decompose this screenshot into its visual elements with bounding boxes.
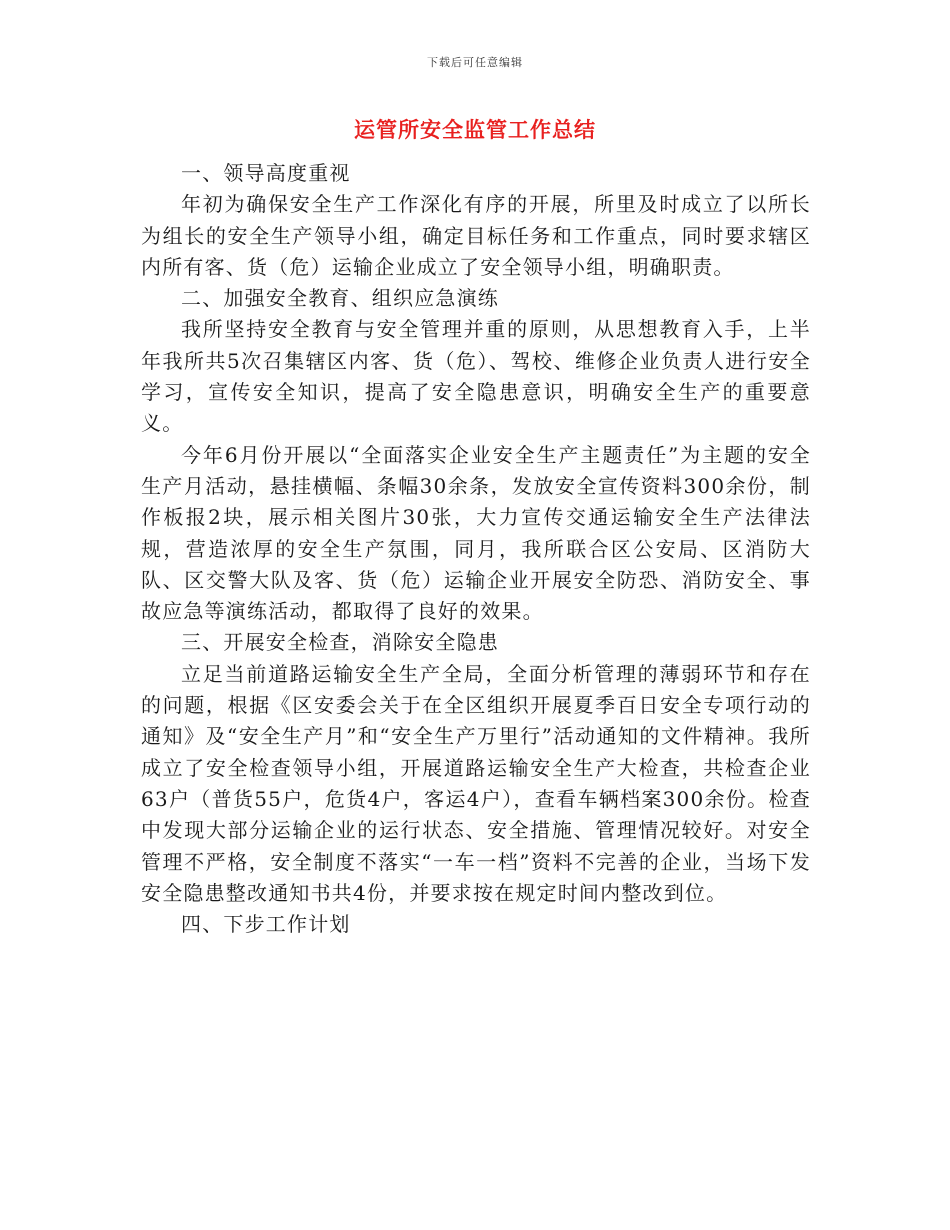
document-title: 运管所安全监管工作总结 [354,117,596,142]
paragraph: 年初为确保安全生产工作深化有序的开展，所里及时成立了以所长为组长的安全生产领导小组，确定目标任务和工作重点，同时要求辖区内所有客、货（危）运输企业成立了安全领导小组，明确职责。 [141,192,811,279]
paragraph: 立足当前道路运输安全生产全局，全面分析管理的薄弱环节和存在的问题，根据《区安委会关于在全区组织开展夏季百日安全专项行动的通知》及“安全生产月”和“安全生产万里行”活动通知的文件精神。我所成立了安全检查领导小组，开展道路运输安全生产大检查，共检查企业63户（普货55户，危货4户，客运4户），查看车辆档案300余份。检查中发现大部分运输企业的运行状态、安全措施、管理情况较好。对安全管理不严格，安全制度不落实“一车一档”资料不完善的企业，当场下发安全隐患整改通知书共4份，并要求按在规定时间内整改到位。 [141,661,811,905]
document-body [141,158,811,940]
paragraph: 今年6月份开展以“全面落实企业安全生产主题责任”为主题的安全生产月活动，悬挂横幅、条幅30余条，发放安全宣传资料300余份，制作板报2块，展示相关图片30张，大力宣传交通运输安全生产法律法规，营造浓厚的安全生产氛围，同月，我所联合区公安局、区消防大队、区交警大队及客、货（危）运输企业开展安全防恐、消防安全、事故应急等演练活动，都取得了良好的效果。 [141,442,811,624]
section-heading-1: 一、领导高度重视 [181,161,351,185]
paragraph: 我所坚持安全教育与安全管理并重的原则，从思想教育入手，上半年我所共5次召集辖区内客、货（危）、驾校、维修企业负责人进行安全学习，宣传安全知识，提高了安全隐患意识，明确安全生产的重要意义。 [141,317,811,436]
section-heading-4: 四、下步工作计划 [181,912,351,937]
section-heading-2: 二、加强安全教育、组织应急演练 [181,286,499,311]
section-heading-3: 三、开展安全检查，消除安全隐患 [181,630,499,655]
header-note: 下载后可任意编辑 [427,56,523,69]
